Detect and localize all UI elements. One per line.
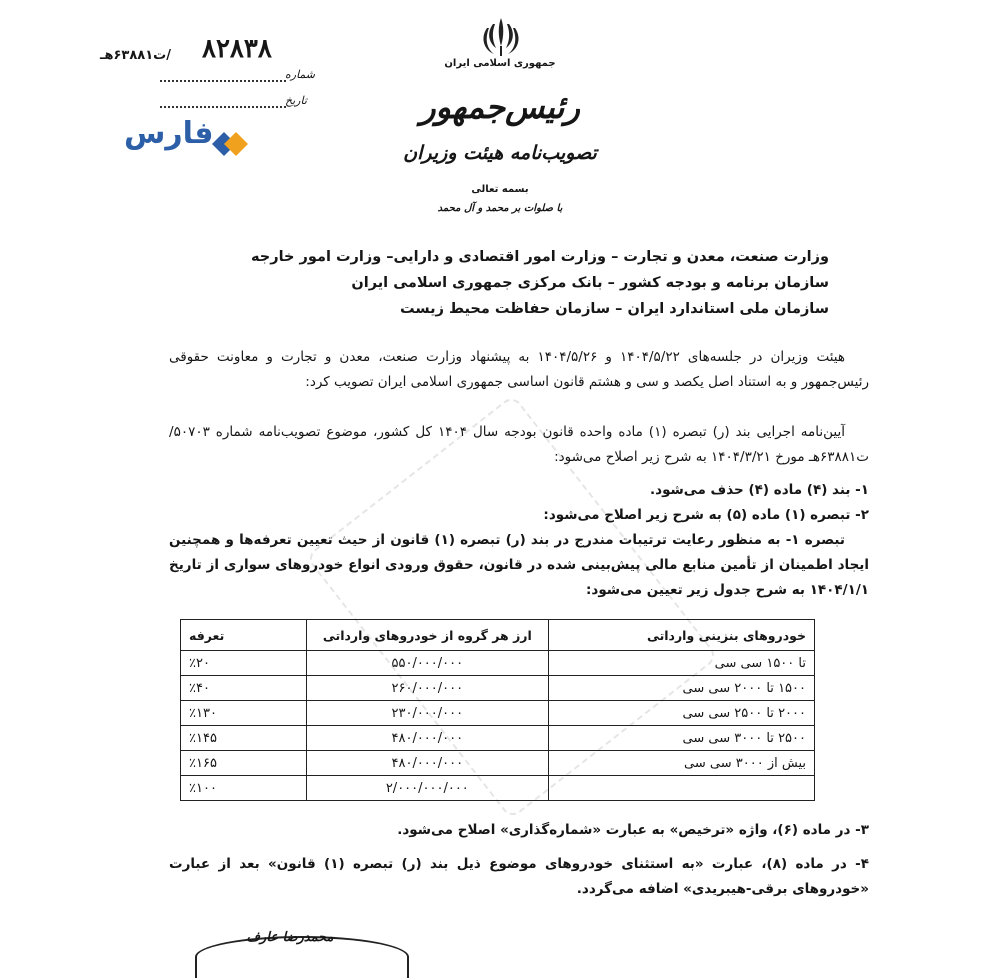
item-2: ۲- تبصره (۱) ماده (۵) به شرح زیر اصلاح می‌شود: xyxy=(543,507,869,523)
addressee-line: سازمان ملی استاندارد ایران – سازمان حفاظت محیط زیست xyxy=(400,301,829,317)
regulation-paragraph: آیین‌نامه اجرایی بند (ر) تبصره (۱) ماده واحده قانون بودجه سال ۱۴۰۴ کل کشور، موضوع تصویب‌نامه شماره ۵۰۷۰۳/ت۶۳۸۸۱هـ مورخ ۱۴۰۴/۳/۲۱ به شرح زیر اصلاح می‌شود: xyxy=(169,424,869,465)
table-row xyxy=(181,676,815,701)
tariff-table xyxy=(180,619,815,801)
table-cell: ٪۱۶۵ xyxy=(181,751,307,776)
letter-number: ۸۲۸۳۸ xyxy=(202,34,272,64)
table-row xyxy=(181,776,815,801)
item-4: ۴- در ماده (۸)، عبارت «به استثنای خودروهای موضوع ذیل بند (ر) تبصره (۱) قانون» بعد از عبارت «خودروهای برقی-هیبریدی» اضافه می‌گردد. xyxy=(169,856,870,897)
table-cell: ٪۱۰۰ xyxy=(181,776,307,801)
table-cell: بیش از ۳۰۰۰ سی سی xyxy=(548,751,814,776)
table-row xyxy=(181,701,815,726)
president-title: رئیس‌جمهور xyxy=(420,88,580,126)
table-cell: ۲۰۰۰ تا ۲۵۰۰ سی سی xyxy=(548,701,814,726)
table-cell: ۲۳۰/۰۰۰/۰۰۰ xyxy=(306,701,548,726)
table-cell: ۲۶۰/۰۰۰/۰۰۰ xyxy=(306,676,548,701)
table-cell: ۴۸۰/۰۰۰/۰۰۰ xyxy=(306,726,548,751)
addressee-line: وزارت صنعت، معدن و تجارت – وزارت امور اقتصادی و دارایی– وزارت امور خارجه xyxy=(251,249,829,265)
number-dotted-line xyxy=(160,80,286,82)
table-cell: ٪۱۴۵ xyxy=(181,726,307,751)
salavat: با صلوات بر محمد و آل محمد xyxy=(437,203,563,214)
table-cell: ۱۵۰۰ تا ۲۰۰۰ سی سی xyxy=(548,676,814,701)
iran-emblem-icon xyxy=(476,12,526,62)
letter-number-code: /ت۶۳۸۸۱هـ xyxy=(100,48,171,63)
table-cell: ۴۸۰/۰۰۰/۰۰۰ xyxy=(306,751,548,776)
republic-title: جمهوری اسلامی ایران xyxy=(444,58,556,69)
table-header-cell: خودروهای بنزینی وارداتی xyxy=(548,620,814,651)
fars-logo xyxy=(124,116,254,164)
besmellah: بسمه تعالی xyxy=(471,184,529,195)
number-label: شماره xyxy=(285,68,316,81)
item-3: ۳- در ماده (۶)، واژه «ترخیص» به عبارت «شماره‌گذاری» اصلاح می‌شود. xyxy=(397,822,869,838)
table-cell xyxy=(548,776,814,801)
table-header-cell: ارز هر گروه از خودروهای وارداتی xyxy=(306,620,548,651)
table-cell: ٪۱۳۰ xyxy=(181,701,307,726)
table-cell: ۵۵۰/۰۰۰/۰۰۰ xyxy=(306,651,548,676)
table-row xyxy=(181,751,815,776)
table-header-row xyxy=(181,620,815,651)
table-header-cell: تعرفه xyxy=(181,620,307,651)
date-dotted-line xyxy=(160,106,286,108)
fars-logo-icon xyxy=(210,128,250,160)
preamble-paragraph: هیئت وزیران در جلسه‌های ۱۴۰۴/۵/۲۲ و ۱۴۰۴/۵/۲۶ به پیشنهاد وزارت صنعت، معدن و تجارت و معاونت حقوقی رئیس‌جمهور و به استناد اصل یکصد و سی و هشتم قانون اساسی جمهوری اسلامی ایران تصویب کرد: xyxy=(169,349,869,390)
table-cell: ٪۴۰ xyxy=(181,676,307,701)
table-row xyxy=(181,726,815,751)
item-1: ۱- بند (۴) ماده (۴) حذف می‌شود. xyxy=(650,482,869,498)
table-cell: ۲/۰۰۰/۰۰۰/۰۰۰ xyxy=(306,776,548,801)
fars-logo-text: فارس xyxy=(124,116,214,151)
addressee-line: سازمان برنامه و بودجه کشور – بانک مرکزی جمهوری اسلامی ایران xyxy=(351,275,829,291)
note-paragraph: تبصره ۱- به منظور رعایت ترتیبات مندرج در بند (ر) تبصره (۱) قانون از حیث تعیین تعرفه‌ها و همچنین ایجاد اطمینان از تأمین منابع مالی پیش‌بینی شده در قانون، حقوق ورودی انواع خودروهای سواری از تاریخ ۱۴۰۴/۱/۱ به شرح جدول زیر تعیین می‌شود: xyxy=(169,532,869,598)
approval-title: تصویب‌نامه هیئت وزیران xyxy=(403,142,597,164)
date-label: تاریخ xyxy=(285,94,307,107)
table-cell: ٪۲۰ xyxy=(181,651,307,676)
signatory-name: محمدرضا عارف xyxy=(246,930,334,945)
table-cell: تا ۱۵۰۰ سی سی xyxy=(548,651,814,676)
table-row xyxy=(181,651,815,676)
table-cell: ۲۵۰۰ تا ۳۰۰۰ سی سی xyxy=(548,726,814,751)
